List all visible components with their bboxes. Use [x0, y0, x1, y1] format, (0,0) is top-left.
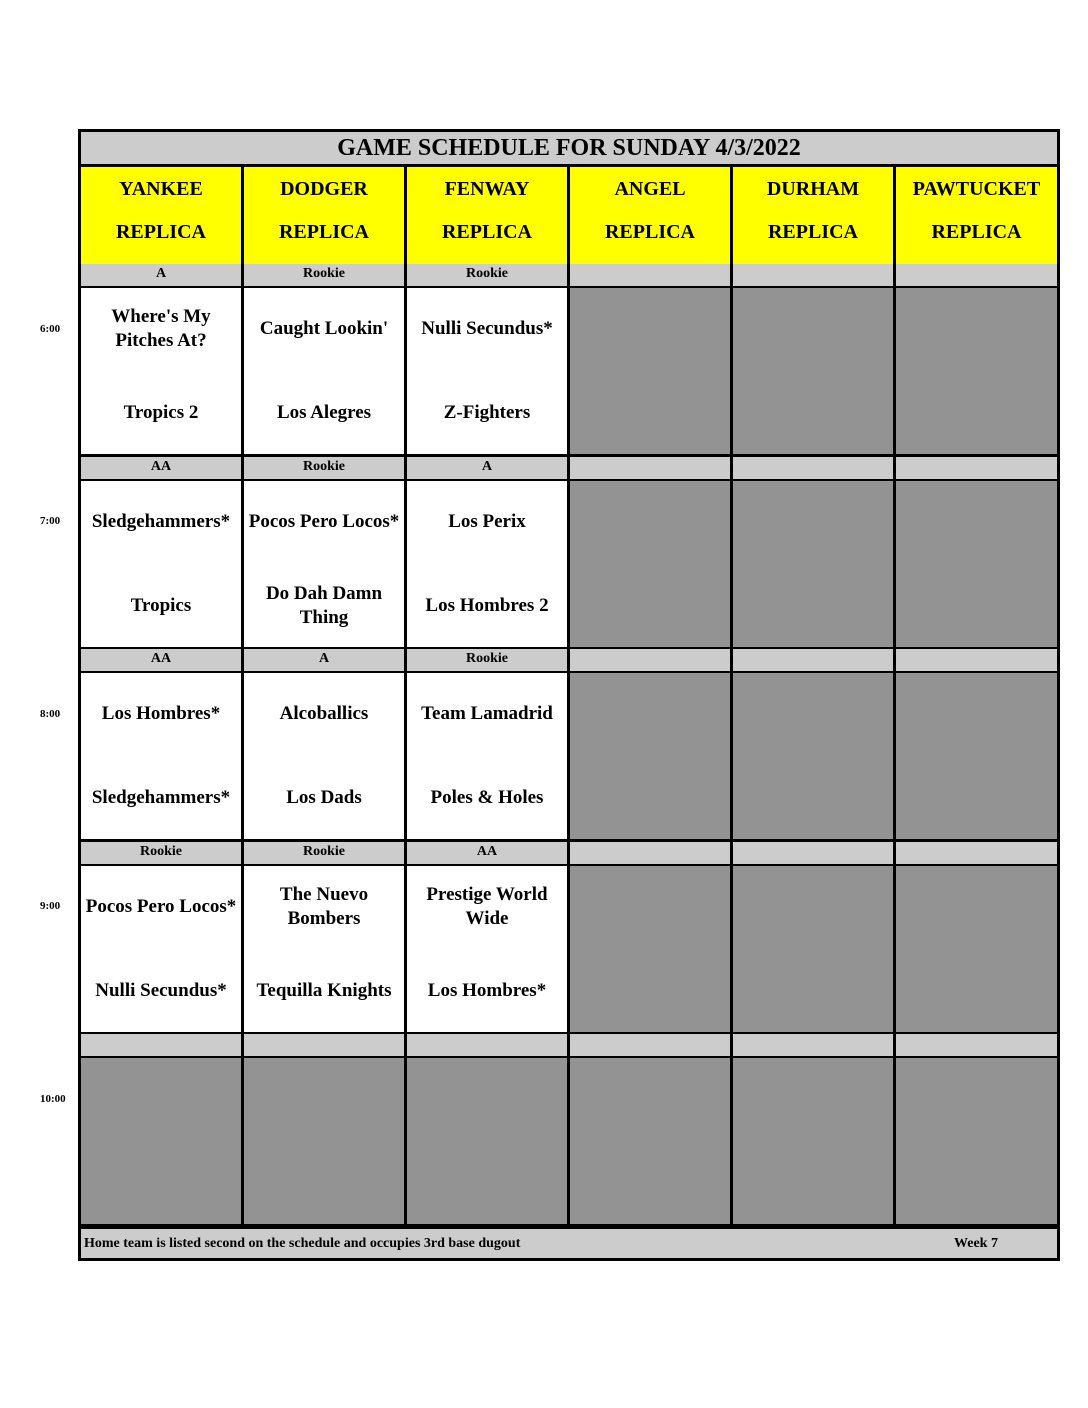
- game-cell: [407, 673, 567, 839]
- away-team: Team Lamadrid: [421, 703, 553, 724]
- time-label: 10:00: [40, 1093, 66, 1105]
- field-header: [407, 167, 567, 264]
- level-label: Rookie: [407, 649, 567, 671]
- level-label: [896, 457, 1057, 479]
- empty-slot: [570, 1058, 730, 1224]
- level-label: [570, 842, 730, 864]
- empty-slot: [570, 288, 730, 454]
- level-label: [896, 264, 1057, 286]
- level-label: AA: [81, 649, 241, 671]
- home-team: Tropics: [130, 595, 192, 616]
- empty-slot: [896, 866, 1057, 1032]
- empty-slot: [896, 673, 1057, 839]
- level-label: [570, 649, 730, 671]
- level-label: [81, 1034, 241, 1056]
- page-title: GAME SCHEDULE FOR SUNDAY 4/3/2022: [81, 132, 1057, 164]
- level-label: [570, 1034, 730, 1056]
- level-label: AA: [407, 842, 567, 864]
- home-team: Los Alegres: [276, 402, 372, 423]
- level-label: A: [81, 264, 241, 286]
- field-sub: REPLICA: [767, 221, 858, 243]
- away-team: Pocos Pero Locos*: [85, 896, 237, 917]
- empty-slot: [407, 1058, 567, 1224]
- empty-slot: [733, 288, 893, 454]
- home-team: Do Dah Damn Thing: [265, 583, 383, 628]
- schedule-table: [78, 129, 1060, 1261]
- field-name: DODGER: [280, 178, 368, 200]
- away-team: Caught Lookin': [259, 318, 389, 339]
- time-label: 9:00: [40, 900, 61, 912]
- level-label: Rookie: [407, 264, 567, 286]
- level-label: [733, 1034, 893, 1056]
- empty-slot: [896, 1058, 1057, 1224]
- level-label: A: [407, 457, 567, 479]
- away-team: Los Perix: [448, 511, 526, 532]
- level-label: [733, 264, 893, 286]
- home-team: Tropics 2: [123, 402, 199, 423]
- field-header: [570, 167, 730, 264]
- field-header: [81, 167, 241, 264]
- empty-slot: [733, 866, 893, 1032]
- field-header: [733, 167, 893, 264]
- empty-slot: [896, 481, 1057, 647]
- empty-slot: [733, 1058, 893, 1224]
- away-team: Prestige World Wide: [426, 884, 548, 929]
- level-label: [733, 649, 893, 671]
- away-team: The Nuevo Bombers: [279, 884, 369, 929]
- game-cell: [407, 481, 567, 647]
- field-name: YANKEE: [119, 178, 203, 200]
- empty-slot: [244, 1058, 404, 1224]
- away-team: Los Hombres*: [101, 703, 221, 724]
- week-label: Week 7: [954, 1236, 998, 1251]
- level-label: AA: [81, 457, 241, 479]
- field-name: DURHAM: [766, 178, 860, 200]
- home-team: Los Dads: [286, 787, 362, 808]
- level-label: [896, 649, 1057, 671]
- field-name: FENWAY: [444, 178, 530, 200]
- footer-note: Home team is listed second on the schedule and occupies 3rd base dugout: [84, 1236, 521, 1251]
- level-label: [407, 1034, 567, 1056]
- level-label: [570, 457, 730, 479]
- game-cell: [244, 481, 404, 647]
- away-team: Pocos Pero Locos*: [248, 511, 400, 532]
- level-label: [244, 1034, 404, 1056]
- empty-slot: [733, 673, 893, 839]
- game-cell: [244, 288, 404, 454]
- home-team: Tequilla Knights: [256, 980, 392, 1001]
- empty-slot: [81, 1058, 241, 1224]
- level-label: Rookie: [81, 842, 241, 864]
- level-label: A: [244, 649, 404, 671]
- level-label: Rookie: [244, 457, 404, 479]
- level-label: Rookie: [244, 264, 404, 286]
- game-cell: [81, 673, 241, 839]
- field-sub: REPLICA: [604, 221, 695, 243]
- field-sub: REPLICA: [278, 221, 369, 243]
- game-cell: [81, 481, 241, 647]
- home-team: Nulli Secundus*: [95, 980, 227, 1001]
- game-cell: [244, 673, 404, 839]
- level-label: [733, 457, 893, 479]
- field-name: PAWTUCKET: [912, 178, 1041, 200]
- time-label: 6:00: [40, 323, 61, 335]
- game-cell: [81, 288, 241, 454]
- game-cell: [407, 288, 567, 454]
- level-label: [570, 264, 730, 286]
- field-sub: REPLICA: [931, 221, 1022, 243]
- away-team: Nulli Secundus*: [421, 318, 553, 339]
- field-header: [244, 167, 404, 264]
- home-team: Z-Fighters: [443, 402, 531, 423]
- empty-slot: [733, 481, 893, 647]
- field-name: ANGEL: [614, 178, 686, 200]
- footer-bar: [81, 1229, 1057, 1258]
- home-team: Poles & Holes: [430, 787, 544, 808]
- away-team: Where's My Pitches At?: [111, 306, 211, 351]
- level-label: [733, 842, 893, 864]
- level-label: [896, 1034, 1057, 1056]
- level-label: Rookie: [244, 842, 404, 864]
- empty-slot: [570, 866, 730, 1032]
- time-label: 8:00: [40, 708, 61, 720]
- away-team: Sledgehammers*: [91, 511, 231, 532]
- home-team: Los Hombres 2: [425, 595, 549, 616]
- field-sub: REPLICA: [441, 221, 532, 243]
- game-cell: [407, 866, 567, 1032]
- field-header: [896, 167, 1057, 264]
- level-label: [896, 842, 1057, 864]
- field-sub: REPLICA: [115, 221, 206, 243]
- home-team: Los Hombres*: [427, 980, 547, 1001]
- game-cell: [244, 866, 404, 1032]
- home-team: Sledgehammers*: [91, 787, 231, 808]
- empty-slot: [570, 673, 730, 839]
- time-label: 7:00: [40, 515, 61, 527]
- away-team: Alcoballics: [279, 703, 369, 724]
- game-cell: [81, 866, 241, 1032]
- empty-slot: [570, 481, 730, 647]
- empty-slot: [896, 288, 1057, 454]
